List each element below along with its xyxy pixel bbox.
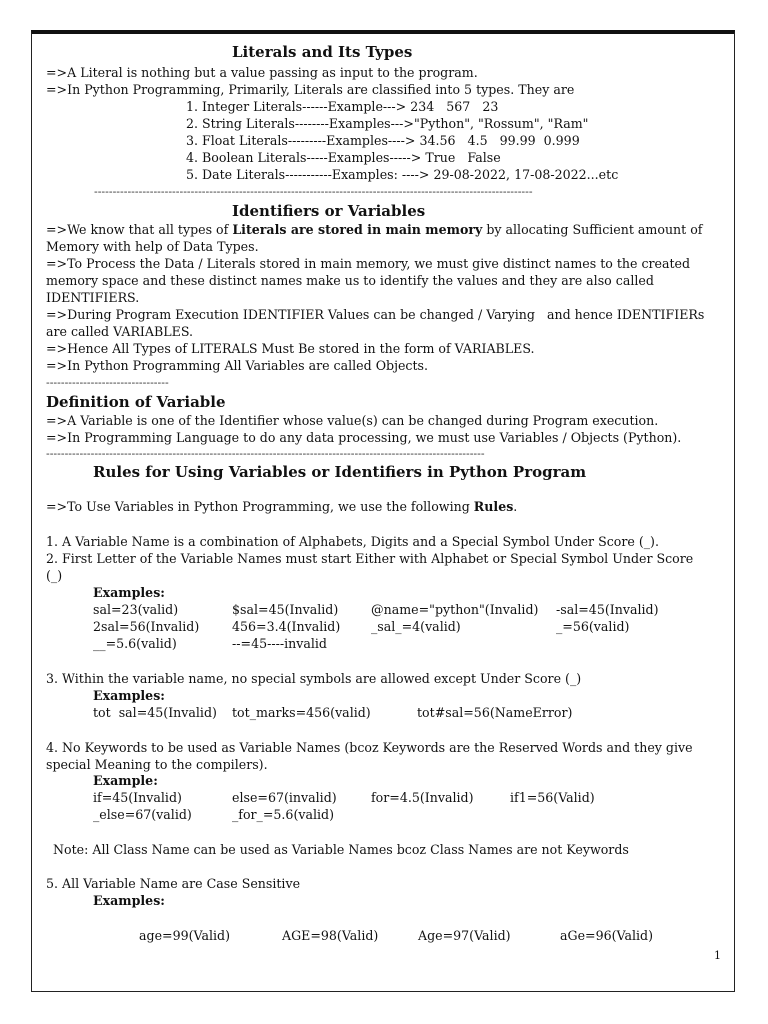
example-cell: else=67(invalid)	[232, 790, 337, 805]
identifiers-line-9: =>In Python Programming All Variables are called Objects.	[46, 358, 429, 373]
identifiers-line-7: are called VARIABLES.	[46, 324, 193, 339]
example-cell: -sal=45(Invalid)	[556, 602, 659, 617]
example-cell: @name="python"(Invalid)	[371, 602, 539, 617]
identifiers-line-5: IDENTIFIERS.	[46, 290, 140, 305]
example-cell: aGe=96(Valid)	[560, 928, 653, 943]
rule-4-example-label: Example:	[93, 773, 158, 788]
example-cell: 456=3.4(Invalid)	[232, 619, 341, 634]
identifiers-line-6: =>During Program Execution IDENTIFIER Values can be changed / Varying and hence IDENTIFIERs	[46, 307, 705, 322]
example-cell: tot#sal=56(NameError)	[417, 705, 573, 720]
example-cell: --=45----invalid	[232, 636, 327, 651]
example-cell: Age=97(Valid)	[418, 928, 511, 943]
example-cell: age=99(Valid)	[139, 928, 230, 943]
literals-title: Literals and Its Types	[232, 43, 413, 61]
page-number: 1	[714, 949, 721, 962]
example-cell: 2sal=56(Invalid)	[93, 619, 200, 634]
rule-5: 5. All Variable Name are Case Sensitive	[46, 876, 301, 891]
literal-type-4: 4. Boolean Literals-----Examples-----> True False	[186, 150, 501, 165]
literal-type-5: 5. Date Literals-----------Examples: ----> 29-08-2022, 17-08-2022...etc	[186, 167, 619, 182]
identifiers-line-2: Memory with help of Data Types.	[46, 239, 259, 254]
example-cell: tot_marks=456(valid)	[232, 705, 371, 720]
rule-4-line-2: special Meaning to the compilers).	[46, 757, 268, 772]
example-cell: _else=67(valid)	[93, 807, 192, 822]
example-cell: _=56(valid)	[556, 619, 630, 634]
example-cell: if1=56(Valid)	[510, 790, 595, 805]
literals-line-2: =>In Python Programming, Primarily, Literals are classified into 5 types. They are	[46, 82, 575, 97]
definition-line-2: =>In Programming Language to do any data processing, we must use Variables / Objects (Python).	[46, 430, 682, 445]
example-cell: for=4.5(Invalid)	[371, 790, 474, 805]
example-cell: sal=23(valid)	[93, 602, 179, 617]
literal-type-3: 3. Float Literals---------Examples----> 34.56 4.5 99.99 0.999	[186, 133, 580, 148]
identifiers-line-3: =>To Process the Data / Literals stored in main memory, we must give distinct names to the created	[46, 256, 691, 271]
rule-2-examples-label: Examples:	[93, 585, 165, 600]
separator-1: ----------------------------------------------------------------------------------------------------------------------	[94, 186, 533, 198]
rule-1: 1. A Variable Name is a combination of Alphabets, Digits and a Special Symbol Under Score (_).	[46, 534, 659, 549]
identifiers-line-1: =>We know that all types of Literals are stored in main memory by allocating Sufficient amount of	[46, 222, 703, 237]
example-cell: _for_=5.6(valid)	[232, 807, 335, 822]
rule-4-line-1: 4. No Keywords to be used as Variable Names (bcoz Keywords are the Reserved Words and they give	[46, 740, 693, 755]
example-cell: _sal_=4(valid)	[371, 619, 461, 634]
example-cell: __=5.6(valid)	[93, 636, 177, 651]
example-cell: $sal=45(Invalid)	[232, 602, 339, 617]
rule-5-examples-label: Examples:	[93, 893, 165, 908]
identifiers-line-8: =>Hence All Types of LITERALS Must Be stored in the form of VARIABLES.	[46, 341, 535, 356]
rule-3-examples-label: Examples:	[93, 688, 165, 703]
literal-type-1: 1. Integer Literals------Example---> 234 567 23	[186, 99, 499, 114]
literals-line-1: =>A Literal is nothing but a value passing as input to the program.	[46, 65, 478, 80]
separator-2: ---------------------------------	[46, 377, 169, 389]
rules-title: Rules for Using Variables or Identifiers in Python Program	[93, 463, 587, 481]
identifiers-line-4: memory space and these distinct names make us to identify the values and they are also called	[46, 273, 654, 288]
example-cell: if=45(Invalid)	[93, 790, 182, 805]
rules-intro: =>To Use Variables in Python Programming, we use the following Rules.	[46, 499, 518, 514]
class-name-note: Note: All Class Name can be used as Variable Names bcoz Class Names are not Keywords	[53, 842, 629, 857]
identifiers-title: Identifiers or Variables	[232, 202, 426, 220]
rule-3: 3. Within the variable name, no special symbols are allowed except Under Score (_)	[46, 671, 582, 686]
literal-type-2: 2. String Literals--------Examples--->"Python", "Rossum", "Ram"	[186, 116, 589, 131]
example-cell: AGE=98(Valid)	[282, 928, 379, 943]
rule-2-line-2: (_)	[46, 568, 63, 583]
rule-2-line-1: 2. First Letter of the Variable Names must start Either with Alphabet or Special Symbol Under Score	[46, 551, 694, 566]
example-cell: tot sal=45(Invalid)	[93, 705, 217, 720]
definition-line-1: =>A Variable is one of the Identifier whose value(s) can be changed during Program execution.	[46, 413, 659, 428]
definition-title: Definition of Variable	[46, 393, 226, 411]
separator-3: ----------------------------------------------------------------------------------------------------------------------	[46, 448, 485, 460]
